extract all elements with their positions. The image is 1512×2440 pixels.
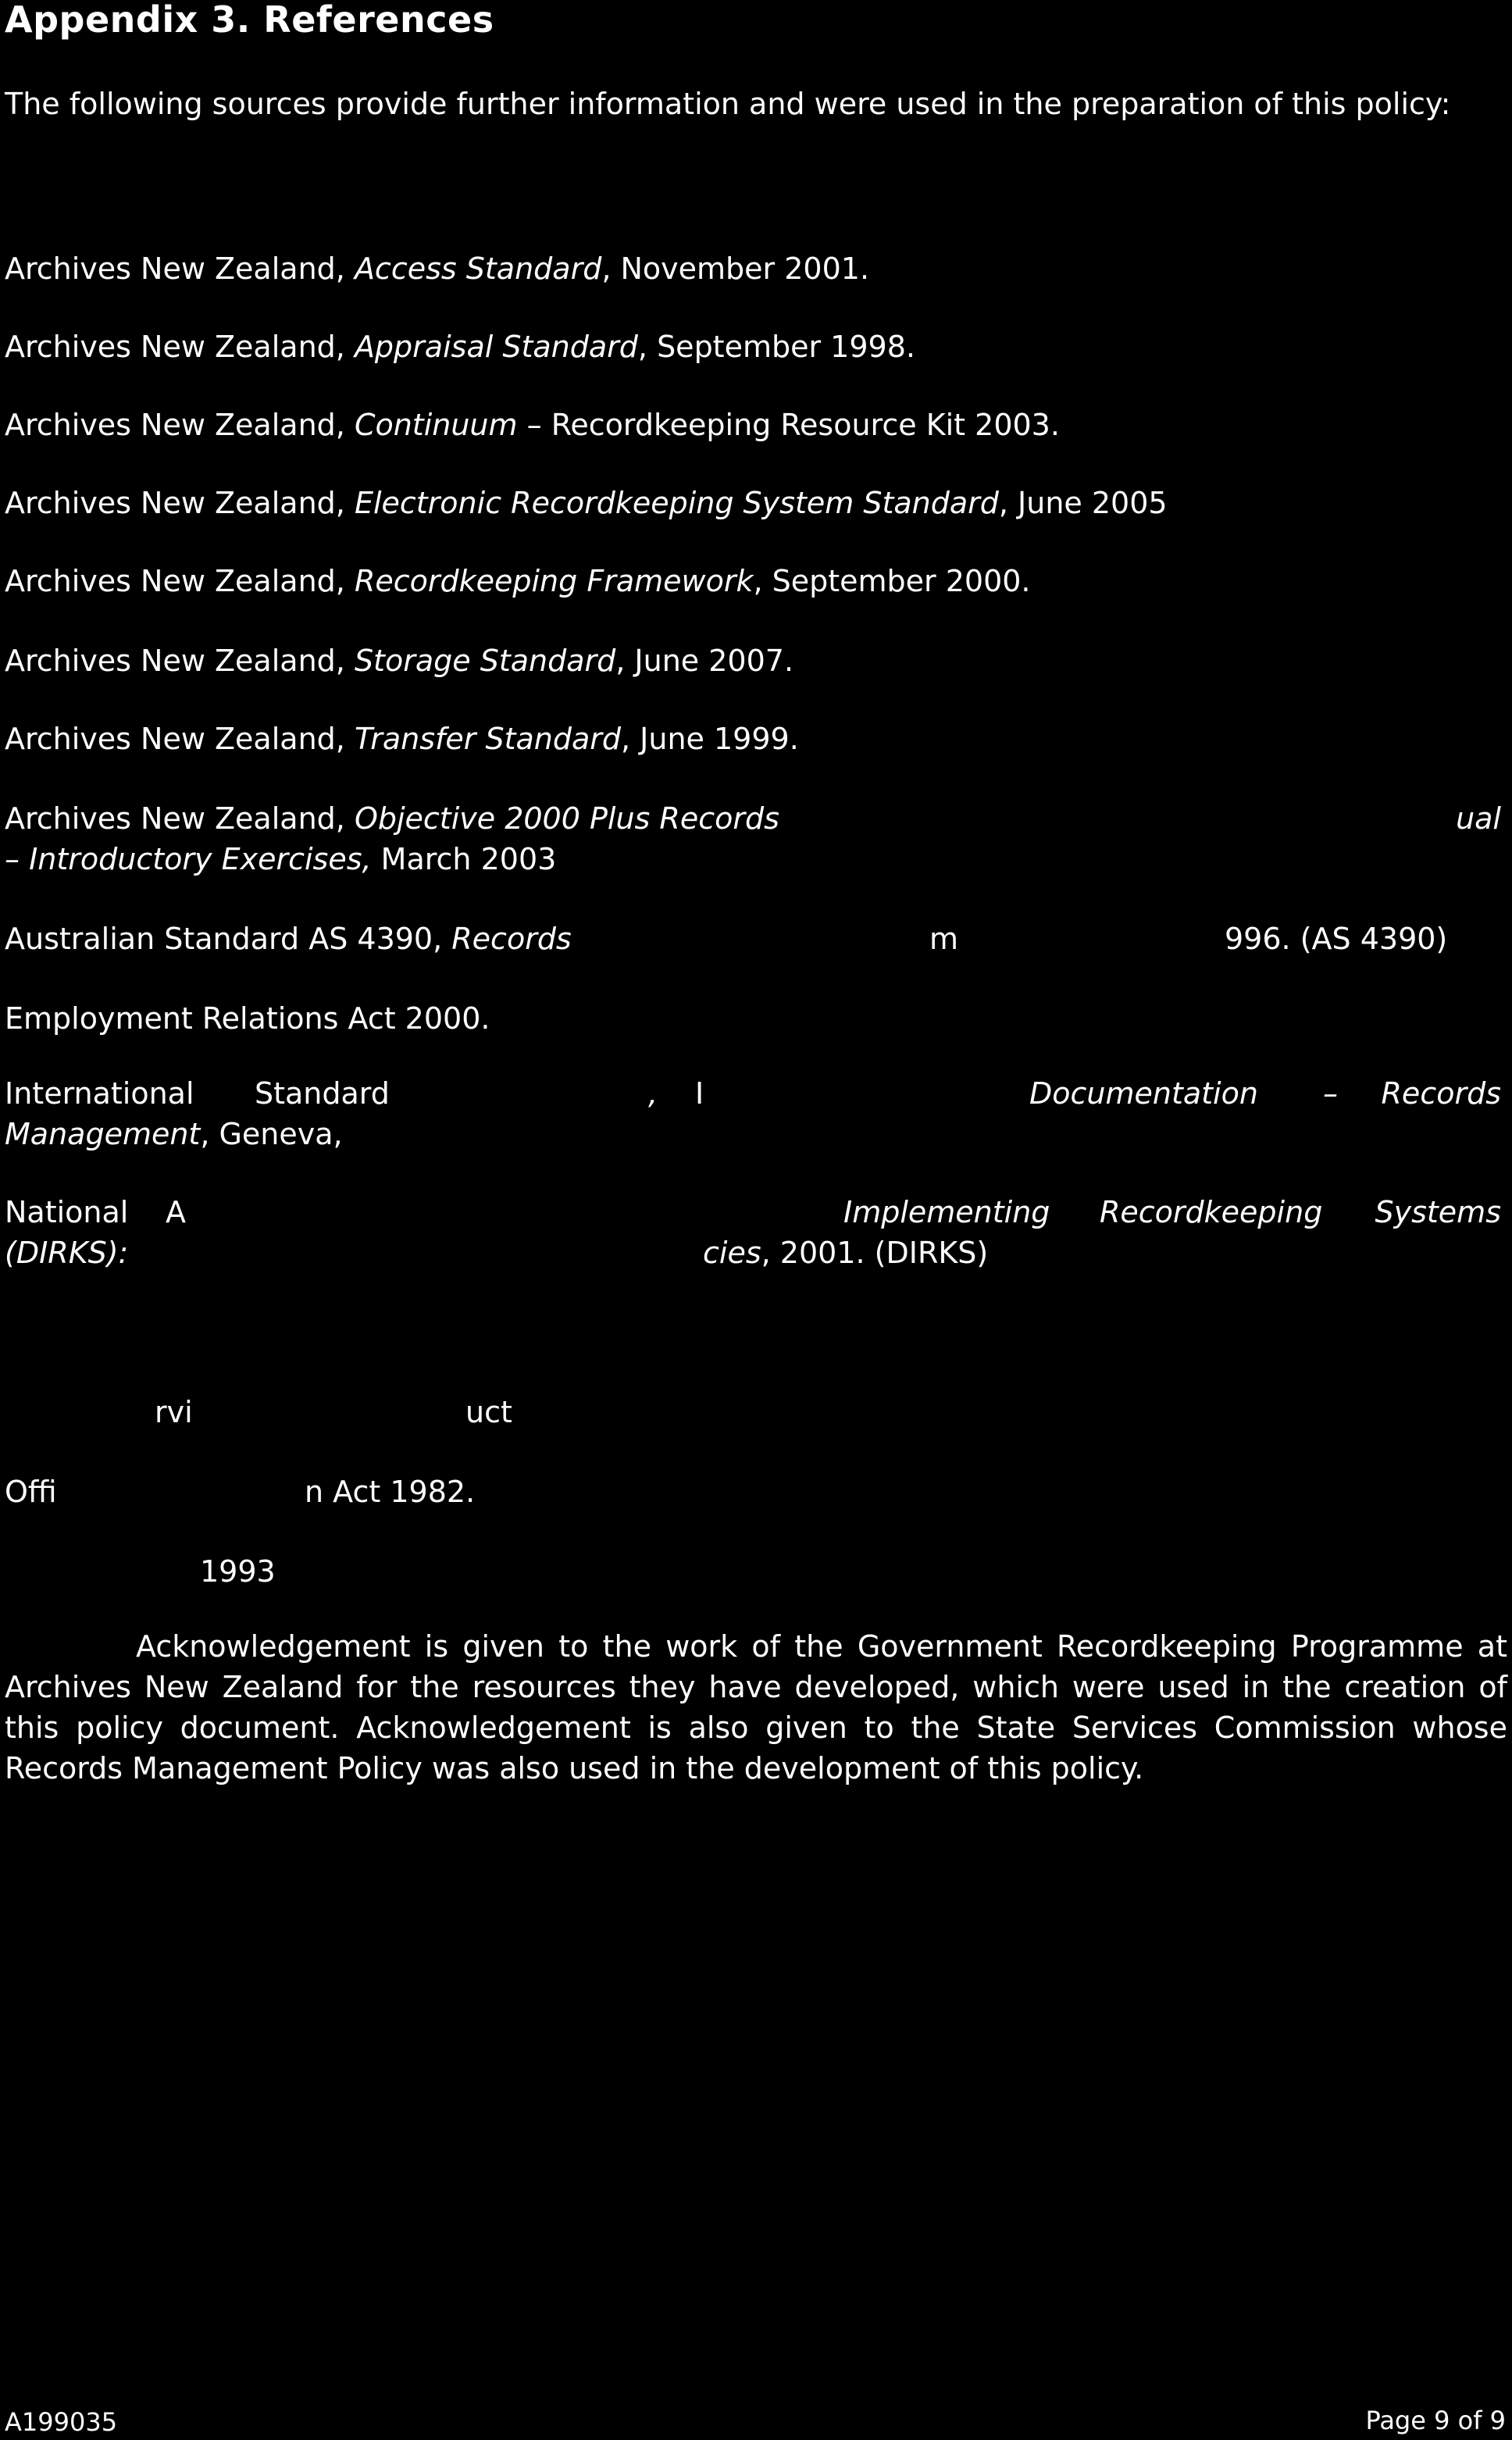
reference-prefix: Archives New Zealand,: [5, 408, 355, 442]
reference-title-word: –: [1323, 1076, 1338, 1111]
reference-item: [5, 248, 1507, 289]
reference-fragment: uct: [465, 1395, 512, 1429]
reference-word: A: [166, 1195, 186, 1229]
reference-prefix: Archives New Zealand,: [5, 486, 355, 520]
reference-prefix: Archives New Zealand,: [5, 330, 355, 364]
reference-item: [5, 798, 1507, 879]
reference-title: Access Standard: [354, 251, 602, 286]
reference-title: Appraisal Standard: [354, 330, 638, 364]
page-title: Appendix 3. References: [5, 0, 494, 41]
reference-suffix: , November 2001.: [601, 251, 870, 286]
reference-prefix: Archives New Zealand,: [5, 801, 355, 836]
reference-title: Records: [451, 922, 572, 956]
document-id: A199035: [5, 2407, 118, 2437]
reference-suffix: , September 2000.: [753, 564, 1031, 598]
reference-title-word: Recordkeeping: [1100, 1195, 1323, 1229]
reference-title: Continuum: [354, 408, 518, 442]
reference-word: International: [5, 1076, 194, 1111]
reference-fragment: rvi: [155, 1395, 193, 1429]
reference-title: Transfer Standard: [354, 722, 621, 756]
reference-suffix: 996. (AS 4390): [1225, 922, 1448, 956]
reference-title-word: Systems: [1375, 1195, 1501, 1229]
reference-item: Employment Relations Act 2000.: [5, 1001, 490, 1036]
reference-subtitle: – Introductory Exercises,: [5, 842, 372, 876]
reference-title-word: Implementing: [843, 1195, 1050, 1229]
reference-word: ,: [648, 1076, 658, 1111]
reference-suffix: , June 2005: [998, 486, 1168, 520]
acknowledgement-paragraph: Acknowledgement is given to the work of the Government Recordkeeping Programme at Archives New Zealand for the resources they have developed, which were used in the creation of this policy document. Acknowledgement is also given to the State Services Commission whose Records Management Policy was also used in the development of this policy.: [5, 1629, 1507, 1785]
reference-item: [5, 919, 1507, 959]
reference-title-word: Records: [1381, 1076, 1501, 1111]
reference-title: Electronic Recordkeeping System Standard: [354, 486, 999, 520]
reference-item: [5, 1192, 1507, 1273]
reference-item: [5, 1073, 1507, 1154]
reference-title: Recordkeeping Framework: [354, 564, 754, 598]
reference-fragment: n Act 1982.: [305, 1475, 476, 1509]
reference-suffix: , June 1999.: [621, 722, 799, 756]
intro-paragraph: The following sources provide further information and were used in the preparation of this policy:: [5, 87, 1451, 121]
reference-fragment: m: [929, 922, 959, 956]
reference-suffix: , Geneva,: [200, 1117, 343, 1151]
reference-title-word: Management: [5, 1117, 201, 1151]
reference-prefix: Australian Standard AS 4390,: [5, 922, 452, 956]
reference-title-word: cies: [703, 1236, 761, 1270]
reference-prefix: Archives New Zealand,: [5, 564, 355, 598]
reference-item: [5, 640, 1507, 681]
reference-word: Standard: [255, 1076, 390, 1111]
reference-title-word: (DIRKS):: [5, 1236, 129, 1270]
reference-item: [5, 405, 1507, 445]
reference-item: [5, 561, 1507, 601]
reference-prefix: Archives New Zealand,: [5, 251, 355, 286]
reference-suffix: March 2003: [371, 842, 557, 876]
reference-title: Storage Standard: [354, 644, 616, 678]
reference-word: National: [5, 1195, 129, 1229]
reference-suffix: – Recordkeeping Resource Kit 2003.: [517, 408, 1060, 442]
reference-suffix: , September 1998.: [637, 330, 915, 364]
reference-title-word: Documentation: [1029, 1076, 1258, 1111]
reference-prefix: Archives New Zealand,: [5, 722, 355, 756]
reference-word: I: [695, 1076, 704, 1111]
reference-item: [5, 483, 1507, 523]
reference-item: [5, 326, 1507, 367]
reference-item: [5, 719, 1507, 759]
reference-prefix: Archives New Zealand,: [5, 644, 355, 678]
reference-fragment: ual: [1456, 801, 1501, 836]
reference-fragment: 1993: [200, 1554, 276, 1589]
reference-suffix: , June 2007.: [615, 644, 794, 678]
reference-title: Objective 2000 Plus Records: [354, 801, 779, 836]
reference-fragment: Offi: [5, 1475, 57, 1509]
reference-suffix: , 2001. (DIRKS): [761, 1236, 989, 1270]
page-number: Page 9 of 9: [1365, 2406, 1506, 2435]
